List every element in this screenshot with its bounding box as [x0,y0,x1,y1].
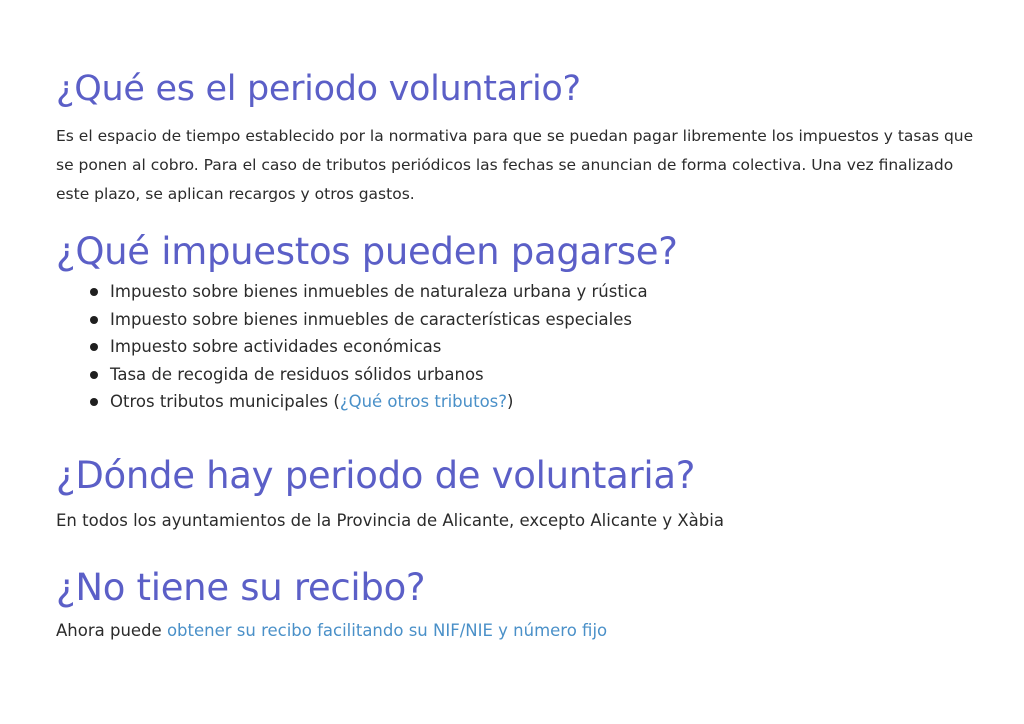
taxes-heading: ¿Qué impuestos pueden pagarse? [56,230,678,273]
list-item [56,361,984,389]
bullet-icon [90,371,98,379]
list-item-text: Tasa de recogida de residuos sólidos urbanos [110,364,484,384]
list-item [56,333,984,361]
bullet-icon [90,398,98,406]
other-taxes-link[interactable]: ¿Qué otros tributos? [339,392,508,411]
receipt-prefix: Ahora puede [56,621,167,640]
section-taxes [56,230,984,416]
where-heading: ¿Dónde hay periodo de voluntaria? [56,454,696,497]
bullet-icon [90,343,98,351]
list-item-prefix: Otros tributos municipales ( [110,392,340,411]
voluntary-period-text: Es el espacio de tiempo establecido por la normativa para que se puedan pagar libremente los impuestos y tasas que se ponen al cobro. Para el caso de tributos periódicos las fechas se anuncian de forma colectiva. Una vez finalizado este plazo, se aplican recargos y otros gastos. [56,127,974,203]
receipt-text [56,618,984,644]
taxes-list [56,278,984,416]
list-item [56,388,984,416]
section-where [56,454,984,534]
section-voluntary-period [56,68,984,209]
list-item-text: Impuesto sobre bienes inmuebles de características especiales [110,309,632,329]
receipt-heading: ¿No tiene su recibo? [56,566,426,609]
section-receipt [56,566,984,644]
get-receipt-link[interactable]: obtener su recibo facilitando su NIF/NIE y número fijo [166,621,608,640]
voluntary-period-heading: ¿Qué es el periodo voluntario? [56,69,581,109]
bullet-icon [90,316,98,324]
list-item [56,306,984,334]
list-item-suffix: ) [507,392,514,411]
list-item-text: Impuesto sobre bienes inmuebles de naturaleza urbana y rústica [110,282,648,301]
bullet-icon [90,288,98,296]
list-item-text: Impuesto sobre actividades económicas [110,337,442,356]
where-text: En todos los ayuntamientos de la Provincia de Alicante, excepto Alicante y Xàbia [56,511,724,530]
list-item [56,278,984,306]
